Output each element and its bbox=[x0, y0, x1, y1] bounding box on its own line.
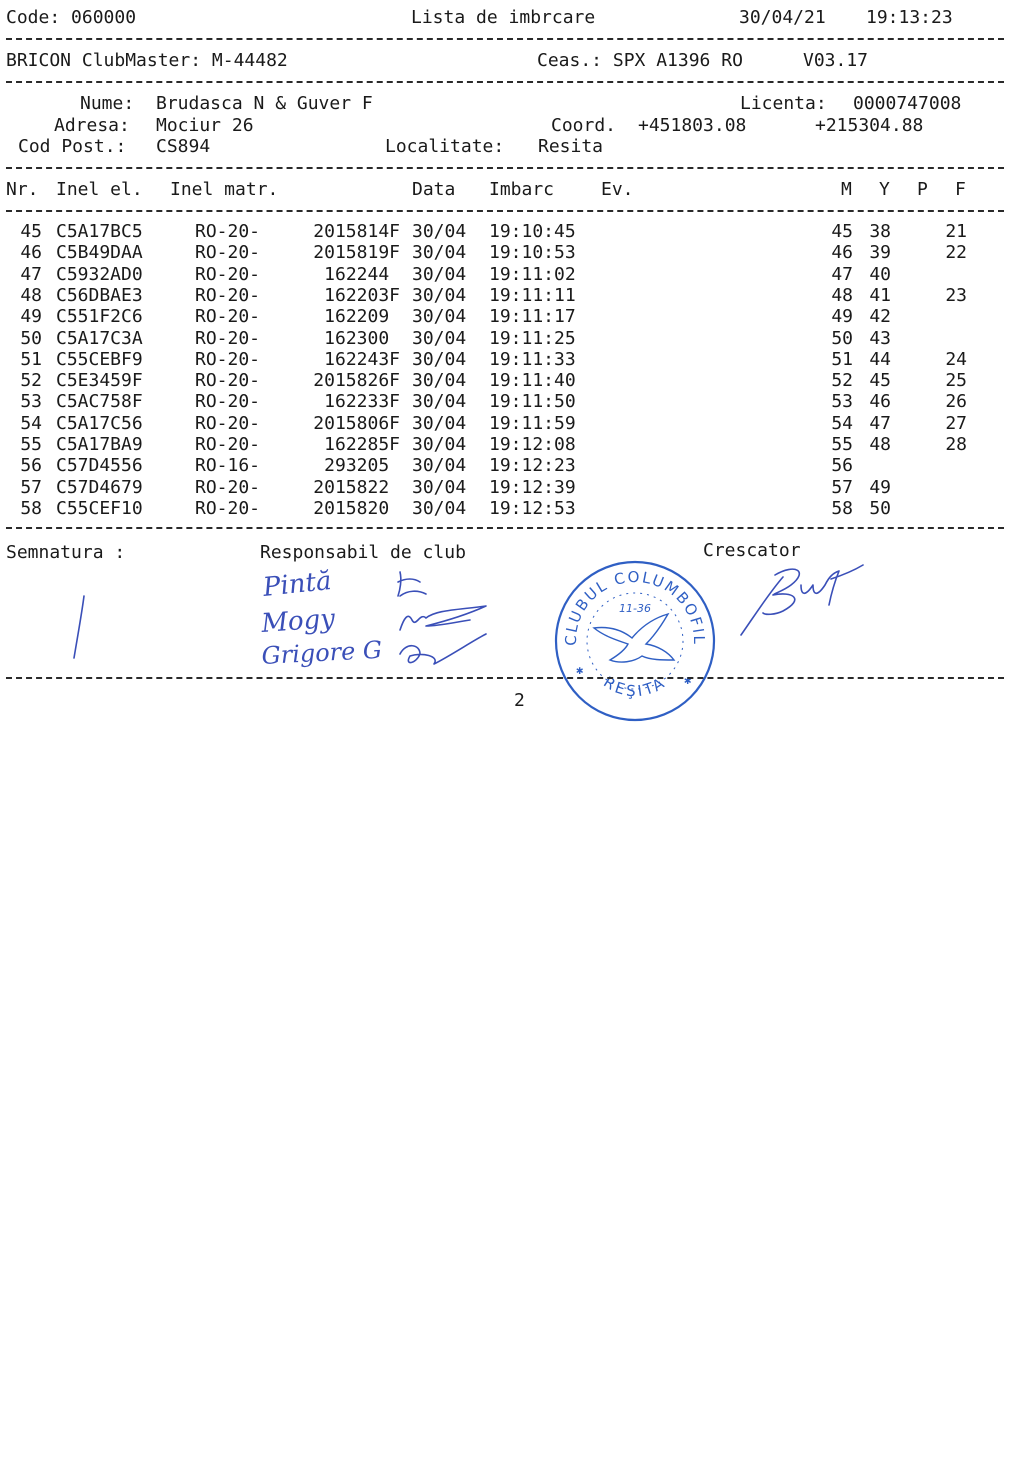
cell-embark-time: 19:11:33 bbox=[489, 348, 576, 370]
col-header-ev: Ev. bbox=[601, 179, 634, 200]
cell-ring-el: C55CEF10 bbox=[56, 497, 143, 519]
postal-code: CS894 bbox=[156, 136, 211, 157]
cell-nr: 48 bbox=[20, 284, 42, 306]
cell-f: 25 bbox=[945, 370, 967, 392]
cell-f: 26 bbox=[945, 391, 967, 413]
cell-ring-number: 2015822 bbox=[313, 476, 400, 498]
cell-embark-time: 19:11:59 bbox=[489, 412, 576, 434]
divider bbox=[6, 81, 1004, 83]
col-header-date: Data bbox=[412, 179, 456, 200]
cell-ring-number: 293205 bbox=[324, 455, 400, 477]
cell-ring-prefix: RO-20- bbox=[195, 221, 261, 242]
cell-nr: 56 bbox=[20, 455, 42, 477]
cell-date: 30/04 bbox=[412, 476, 467, 498]
owner-name: Brudasca N & Guver F bbox=[156, 93, 373, 114]
cell-ring-number: 162285F bbox=[324, 434, 400, 455]
cell-ring-prefix: RO-20- bbox=[195, 476, 261, 498]
divider bbox=[6, 38, 1004, 40]
address-value: Mociur 26 bbox=[156, 115, 254, 136]
cell-embark-time: 19:11:25 bbox=[489, 327, 576, 349]
cell-date: 30/04 bbox=[412, 284, 467, 306]
print-time: 19:13:23 bbox=[866, 7, 953, 28]
cell-date: 30/04 bbox=[412, 370, 467, 392]
cell-ring-el: C5AC758F bbox=[56, 391, 143, 413]
col-header-ring-matr: Inel matr. bbox=[170, 179, 279, 200]
cell-date: 30/04 bbox=[412, 306, 467, 328]
divider bbox=[6, 677, 1004, 679]
cell-ring-number: 162244 bbox=[324, 263, 400, 285]
cell-embark-time: 19:10:53 bbox=[489, 242, 576, 264]
cell-date: 30/04 bbox=[412, 412, 467, 434]
cell-nr: 52 bbox=[20, 370, 42, 392]
cell-ring-number: 162203F bbox=[324, 284, 400, 306]
signature-stroke bbox=[741, 565, 863, 635]
cell-ring-prefix: RO-20- bbox=[195, 327, 261, 349]
col-header-ring-el: Inel el. bbox=[56, 179, 143, 200]
cell-m: 54 bbox=[831, 412, 853, 434]
cell-nr: 58 bbox=[20, 497, 42, 519]
cell-ring-el: C5A17BC5 bbox=[56, 221, 143, 242]
owner-name-label: Nume: bbox=[80, 93, 135, 114]
cell-ring-el: C551F2C6 bbox=[56, 306, 143, 328]
cell-ring-prefix: RO-20- bbox=[195, 497, 261, 519]
cell-ring-number: 2015826F bbox=[313, 370, 400, 392]
cell-y: 42 bbox=[869, 306, 891, 328]
handwritten-name-1: Pintă bbox=[261, 565, 333, 603]
licence-label: Licenta: bbox=[740, 93, 827, 114]
signature-scribble-3 bbox=[400, 634, 486, 664]
code-label: Code: 060000 bbox=[6, 7, 137, 28]
cell-y: 50 bbox=[869, 497, 891, 519]
cell-date: 30/04 bbox=[412, 221, 467, 242]
cell-embark-time: 19:11:17 bbox=[489, 306, 576, 328]
cell-embark-time: 19:10:45 bbox=[489, 221, 576, 242]
coord-label: Coord. bbox=[551, 115, 617, 136]
club-responsible-label: Responsabil de club bbox=[260, 542, 466, 563]
cell-ring-el: C55CEBF9 bbox=[56, 348, 143, 370]
cell-f: 23 bbox=[945, 284, 967, 306]
cell-ring-prefix: RO-20- bbox=[195, 284, 261, 306]
star-icon: ✱ bbox=[576, 663, 584, 677]
cell-ring-el: C5B49DAA bbox=[56, 242, 143, 264]
cell-nr: 54 bbox=[20, 412, 42, 434]
cell-nr: 46 bbox=[20, 242, 42, 264]
club-master-id: BRICON ClubMaster: M-44482 bbox=[6, 50, 288, 71]
cell-m: 46 bbox=[831, 242, 853, 264]
cell-embark-time: 19:12:08 bbox=[489, 434, 576, 455]
club-responsible-signatures bbox=[250, 560, 510, 690]
cell-y: 47 bbox=[869, 412, 891, 434]
col-header-p: P bbox=[917, 179, 928, 200]
cell-ring-prefix: RO-20- bbox=[195, 391, 261, 413]
cell-m: 48 bbox=[831, 284, 853, 306]
cell-m: 53 bbox=[831, 391, 853, 413]
cell-ring-el: C56DBAE3 bbox=[56, 284, 143, 306]
cell-date: 30/04 bbox=[412, 391, 467, 413]
cell-m: 55 bbox=[831, 434, 853, 455]
col-header-embark: Imbarc bbox=[489, 179, 555, 200]
cell-nr: 50 bbox=[20, 327, 42, 349]
cell-ring-el: C5932AD0 bbox=[56, 263, 143, 285]
cell-date: 30/04 bbox=[412, 348, 467, 370]
cell-ring-prefix: RO-20- bbox=[195, 306, 261, 328]
locality-label: Localitate: bbox=[385, 136, 505, 157]
cell-ring-prefix: RO-20- bbox=[195, 242, 261, 264]
clock-version: V03.17 bbox=[803, 50, 869, 71]
cell-f: 22 bbox=[945, 242, 967, 264]
cell-ring-el: C57D4679 bbox=[56, 476, 143, 498]
cell-y: 41 bbox=[869, 284, 891, 306]
cell-m: 49 bbox=[831, 306, 853, 328]
cell-ring-el: C5A17C56 bbox=[56, 412, 143, 434]
cell-nr: 51 bbox=[20, 348, 42, 370]
cell-ring-prefix: RO-20- bbox=[195, 412, 261, 434]
star-icon: ✱ bbox=[684, 673, 692, 687]
cell-ring-el: C5A17C3A bbox=[56, 327, 143, 349]
cell-f: 21 bbox=[945, 221, 967, 242]
cell-date: 30/04 bbox=[412, 327, 467, 349]
dove-icon bbox=[594, 614, 674, 662]
owner-signature bbox=[60, 590, 100, 670]
postal-code-label: Cod Post.: bbox=[18, 136, 127, 157]
cell-ring-number: 162209 bbox=[324, 306, 400, 328]
cell-embark-time: 19:11:40 bbox=[489, 370, 576, 392]
cell-embark-time: 19:12:23 bbox=[489, 455, 576, 477]
cell-y: 44 bbox=[869, 348, 891, 370]
cell-embark-time: 19:12:53 bbox=[489, 497, 576, 519]
cell-date: 30/04 bbox=[412, 497, 467, 519]
stamp-number: 11-36 bbox=[619, 602, 651, 615]
cell-nr: 53 bbox=[20, 391, 42, 413]
cell-y: 43 bbox=[869, 327, 891, 349]
cell-ring-prefix: RO-20- bbox=[195, 434, 261, 455]
coord-latitude: +451803.08 bbox=[638, 115, 747, 136]
cell-ring-el: C57D4556 bbox=[56, 455, 143, 477]
cell-embark-time: 19:11:02 bbox=[489, 263, 576, 285]
cell-date: 30/04 bbox=[412, 242, 467, 264]
cell-nr: 55 bbox=[20, 434, 42, 455]
breeder-signature bbox=[735, 555, 875, 645]
cell-y: 40 bbox=[869, 263, 891, 285]
cell-embark-time: 19:11:50 bbox=[489, 391, 576, 413]
cell-embark-time: 19:11:11 bbox=[489, 284, 576, 306]
cell-m: 58 bbox=[831, 497, 853, 519]
cell-ring-number: 2015814F bbox=[313, 221, 400, 242]
cell-f: 24 bbox=[945, 348, 967, 370]
signature-scribble-2 bbox=[400, 606, 486, 630]
cell-y: 38 bbox=[869, 221, 891, 242]
col-header-y: Y bbox=[879, 179, 890, 200]
cell-embark-time: 19:12:39 bbox=[489, 476, 576, 498]
cell-ring-number: 162233F bbox=[324, 391, 400, 413]
cell-m: 52 bbox=[831, 370, 853, 392]
breeder-label: Crescator bbox=[703, 540, 801, 561]
cell-ring-prefix: RO-16- bbox=[195, 455, 261, 477]
handwritten-name-3: Grigore G bbox=[260, 635, 383, 670]
cell-nr: 47 bbox=[20, 263, 42, 285]
cell-ring-prefix: RO-20- bbox=[195, 370, 261, 392]
divider bbox=[6, 210, 1004, 212]
print-date: 30/04/21 bbox=[739, 7, 826, 28]
cell-m: 57 bbox=[831, 476, 853, 498]
cell-ring-number: 162300 bbox=[324, 327, 400, 349]
cell-y: 46 bbox=[869, 391, 891, 413]
coord-longitude: +215304.88 bbox=[815, 115, 924, 136]
cell-ring-number: 2015819F bbox=[313, 242, 400, 264]
cell-nr: 49 bbox=[20, 306, 42, 328]
cell-m: 50 bbox=[831, 327, 853, 349]
cell-date: 30/04 bbox=[412, 263, 467, 285]
cell-ring-prefix: RO-20- bbox=[195, 348, 261, 370]
cell-y: 39 bbox=[869, 242, 891, 264]
cell-ring-el: C5A17BA9 bbox=[56, 434, 143, 455]
cell-y: 45 bbox=[869, 370, 891, 392]
cell-f: 27 bbox=[945, 412, 967, 434]
cell-date: 30/04 bbox=[412, 455, 467, 477]
cell-m: 47 bbox=[831, 263, 853, 285]
cell-m: 45 bbox=[831, 221, 853, 242]
cell-ring-number: 2015820 bbox=[313, 497, 400, 519]
col-header-m: M bbox=[841, 179, 852, 200]
cell-ring-el: C5E3459F bbox=[56, 370, 143, 392]
stamp-bottom-text: REŞITA bbox=[600, 672, 670, 701]
signature-stroke bbox=[74, 596, 84, 658]
cell-f: 28 bbox=[945, 434, 967, 455]
cell-nr: 57 bbox=[20, 476, 42, 498]
cell-nr: 45 bbox=[20, 221, 42, 242]
cell-y: 48 bbox=[869, 434, 891, 455]
handwritten-name-2: Mogy bbox=[260, 603, 336, 639]
divider bbox=[6, 527, 1004, 529]
cell-ring-number: 162243F bbox=[324, 348, 400, 370]
page-number: 2 bbox=[514, 690, 525, 711]
document-title: Lista de imbrcare bbox=[411, 7, 596, 28]
col-header-f: F bbox=[955, 179, 966, 200]
cell-ring-number: 2015806F bbox=[313, 412, 400, 434]
club-stamp bbox=[550, 556, 720, 726]
cell-m: 56 bbox=[831, 455, 853, 477]
clock-id: Ceas.: SPX A1396 RO bbox=[537, 50, 743, 71]
signature-scribble-1 bbox=[398, 572, 426, 596]
locality-value: Resita bbox=[538, 136, 604, 157]
cell-y: 49 bbox=[869, 476, 891, 498]
licence-number: 0000747008 bbox=[853, 93, 962, 114]
divider bbox=[6, 167, 1004, 169]
signature-label: Semnatura : bbox=[6, 542, 126, 563]
stamp-top-text: CLUBUL COLUMBOFIL bbox=[561, 567, 709, 646]
cell-m: 51 bbox=[831, 348, 853, 370]
cell-ring-prefix: RO-20- bbox=[195, 263, 261, 285]
address-label: Adresa: bbox=[54, 115, 130, 136]
cell-date: 30/04 bbox=[412, 434, 467, 455]
col-header-nr: Nr. bbox=[6, 179, 39, 200]
